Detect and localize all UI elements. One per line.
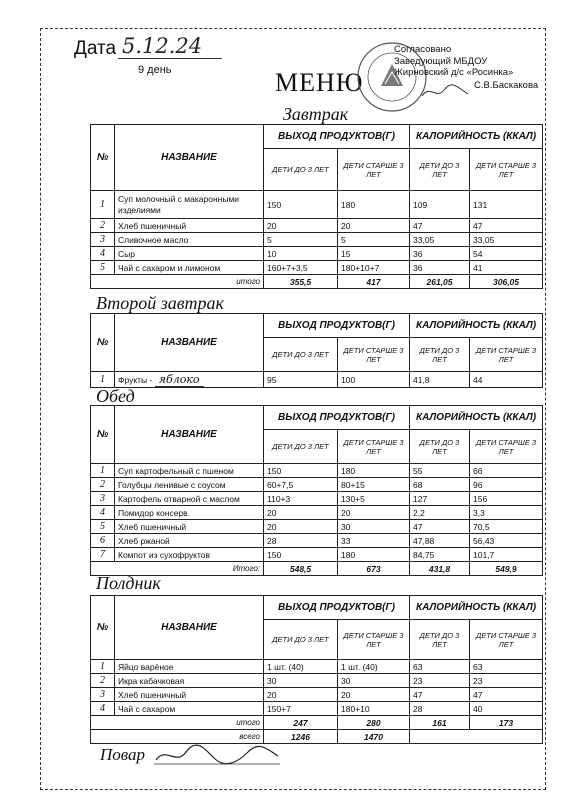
cal-under3: 109 [410,191,470,219]
date-label: Дата [74,38,117,59]
output-under3: 95 [264,372,338,388]
row-num: 1 [91,660,115,674]
row-num: 7 [91,548,115,562]
output-over3: 33 [338,534,410,548]
approval-signer: С.В.Баскакова [474,80,539,91]
cal-under3: 68 [410,478,470,492]
cal-under3: 23 [410,674,470,688]
cal-over3: 66 [470,464,543,478]
col-over3: ДЕТИ СТАРШЕ 3 ЛЕТ [470,430,543,464]
col-calories: КАЛОРИЙНОСТЬ (ККАЛ) [410,596,543,620]
output-under3: 1 шт. (40) [264,660,338,674]
table-row [91,506,543,520]
cal-under3: 47 [410,688,470,702]
total-cal-under3: 431,8 [410,562,470,576]
cal-under3: 63 [410,660,470,674]
output-over3: 5 [338,233,410,247]
total-output-over3: 673 [338,562,410,576]
output-over3: 20 [338,506,410,520]
col-name: НАЗВАНИЕ [115,125,264,191]
section-title-lunch: Обед [96,386,135,406]
col-under3: ДЕТИ ДО 3 ЛЕТ [410,430,470,464]
cal-over3: 33,05 [470,233,543,247]
output-over3: 180+10 [338,702,410,716]
table-row [91,702,543,716]
breakfast-table [90,124,543,289]
cal-under3: 36 [410,247,470,261]
col-under3: ДЕТИ ДО 3 ЛЕТ [410,338,470,372]
row-name: Суп молочный с макаронными изделиями [115,191,264,219]
col-over3: ДЕТИ СТАРШЕ 3 ЛЕТ [338,430,410,464]
total-label: Итого: [91,562,264,576]
cal-under3: 84,75 [410,548,470,562]
table-row [91,688,543,702]
cal-under3: 36 [410,261,470,275]
output-under3: 10 [264,247,338,261]
output-under3: 20 [264,506,338,520]
cal-over3: 41 [470,261,543,275]
output-over3: 1 шт. (40) [338,660,410,674]
col-over3: ДЕТИ СТАРШЕ 3 ЛЕТ [338,338,410,372]
table-row [91,492,543,506]
row-num: 4 [91,506,115,520]
approval-line: Согласовано [394,44,452,55]
row-name: Хлеб пшеничный [115,520,264,534]
col-name: НАЗВАНИЕ [115,406,264,464]
cal-over3: 156 [470,492,543,506]
row-num: 1 [91,464,115,478]
output-over3: 130+5 [338,492,410,506]
total-label: итого [91,275,264,289]
cal-under3: 47,88 [410,534,470,548]
col-num: № [91,406,115,464]
row-name: Суп картофельный с пшеном [115,464,264,478]
row-num: 5 [91,520,115,534]
total-cal-under3: 161 [410,716,470,730]
grand-total-output-over3: 1470 [338,730,410,744]
col-over3: ДЕТИ СТАРШЕ 3 ЛЕТ [338,620,410,660]
row-name: Чай с сахаром [115,702,264,716]
total-output-over3: 280 [338,716,410,730]
row-num: 3 [91,492,115,506]
output-under3: 110+3 [264,492,338,506]
total-row [91,716,543,730]
row-name: Картофель отварной с маслом [115,492,264,506]
cal-over3: 47 [470,219,543,233]
col-output: ВЫХОД ПРОДУКТОВ(Г) [264,125,410,149]
section-title-second-breakfast: Второй завтрак [96,293,224,313]
col-under3: ДЕТИ ДО 3 ЛЕТ [264,430,338,464]
table-row [91,478,543,492]
cook-signature-icon [152,742,282,768]
output-over3: 180 [338,548,410,562]
row-num: 5 [91,261,115,275]
col-under3: ДЕТИ ДО 3 ЛЕТ [410,620,470,660]
output-under3: 20 [264,688,338,702]
row-num: 2 [91,219,115,233]
col-name: НАЗВАНИЕ [115,314,264,372]
cal-over3: 96 [470,478,543,492]
cal-over3: 63 [470,660,543,674]
grand-total-output-under3: 1246 [264,730,338,744]
output-under3: 60+7,5 [264,478,338,492]
cal-over3: 131 [470,191,543,219]
total-cal-over3: 549,9 [470,562,543,576]
second-breakfast-table [90,313,543,388]
col-over3: ДЕТИ СТАРШЕ 3 ЛЕТ [338,149,410,191]
date-value: 5.12.24 [118,34,222,59]
output-under3: 150 [264,191,338,219]
col-calories: КАЛОРИЙНОСТЬ (ККАЛ) [410,314,543,338]
col-under3: ДЕТИ ДО 3 ЛЕТ [264,338,338,372]
row-num: 4 [91,702,115,716]
output-over3: 20 [338,688,410,702]
handwritten-fruit: яблоко [155,373,204,387]
output-over3: 180+10+7 [338,261,410,275]
cal-under3: 127 [410,492,470,506]
page-title: МЕНЮ [275,68,364,97]
row-num: 4 [91,247,115,261]
col-output: ВЫХОД ПРОДУКТОВ(Г) [264,314,410,338]
output-over3: 100 [338,372,410,388]
output-under3: 150 [264,464,338,478]
total-cal-over3: 306,05 [470,275,543,289]
table-row [91,548,543,562]
row-name: Яйцо варёное [115,660,264,674]
output-under3: 150+7 [264,702,338,716]
cal-under3: 28 [410,702,470,716]
row-name: Хлеб пшеничный [115,688,264,702]
output-over3: 15 [338,247,410,261]
output-under3: 30 [264,674,338,688]
output-under3: 20 [264,219,338,233]
col-num: № [91,314,115,372]
table-row [91,520,543,534]
cal-under3: 55 [410,464,470,478]
row-name: Хлеб пшеничный [115,219,264,233]
table-row [91,534,543,548]
output-over3: 30 [338,520,410,534]
total-output-under3: 247 [264,716,338,730]
section-title-breakfast: Завтрак [283,104,349,124]
output-over3: 180 [338,464,410,478]
output-over3: 20 [338,219,410,233]
section-title-snack: Полдник [96,573,161,593]
col-num: № [91,596,115,660]
cal-over3: 40 [470,702,543,716]
col-under3: ДЕТИ ДО 3 ЛЕТ [410,149,470,191]
table-row [91,233,543,247]
cal-over3: 54 [470,247,543,261]
total-label: итого [91,716,264,730]
fruit-label: Фрукты - [118,375,153,385]
output-under3: 28 [264,534,338,548]
row-num: 2 [91,478,115,492]
grand-total-label: всего [91,730,264,744]
table-row [91,464,543,478]
col-under3: ДЕТИ ДО 3 ЛЕТ [264,620,338,660]
table-row [91,660,543,674]
cal-under3: 2,2 [410,506,470,520]
row-name: Сливочное масло [115,233,264,247]
row-num: 1 [91,191,115,219]
snack-table [90,595,543,744]
row-num: 3 [91,233,115,247]
col-over3: ДЕТИ СТАРШЕ 3 ЛЕТ [470,149,543,191]
row-name: Сыр [115,247,264,261]
col-calories: КАЛОРИЙНОСТЬ (ККАЛ) [410,406,543,430]
table-row [91,219,543,233]
col-name: НАЗВАНИЕ [115,596,264,660]
day-number: 9 день [138,64,172,76]
table-row [91,191,543,219]
col-output: ВЫХОД ПРОДУКТОВ(Г) [264,406,410,430]
cal-under3: 47 [410,219,470,233]
output-over3: 30 [338,674,410,688]
cal-over3: 47 [470,688,543,702]
cal-over3: 3,3 [470,506,543,520]
cal-over3: 56,43 [470,534,543,548]
table-row [91,247,543,261]
cal-under3: 41,8 [410,372,470,388]
cook-label: Повар [100,745,146,764]
row-name: Икра кабачковая [115,674,264,688]
director-signature-icon [420,82,470,102]
total-cal-under3: 261,05 [410,275,470,289]
lunch-table [90,405,543,576]
row-num: 2 [91,674,115,688]
cal-over3: 101,7 [470,548,543,562]
total-output-over3: 417 [338,275,410,289]
approval-line: Заведующий МБДОУ [394,55,488,67]
row-num: 3 [91,688,115,702]
cal-over3: 44 [470,372,543,388]
approval-block [394,44,539,91]
output-under3: 150 [264,548,338,562]
output-over3: 80+15 [338,478,410,492]
grand-total-blank [410,730,543,744]
cal-under3: 33,05 [410,233,470,247]
table-row [91,372,543,388]
row-name: Компот из сухофруктов [115,548,264,562]
cal-under3: 47 [410,520,470,534]
output-over3: 180 [338,191,410,219]
table-row [91,674,543,688]
col-under3: ДЕТИ ДО 3 ЛЕТ [264,149,338,191]
row-num: 1 [91,372,115,388]
row-num: 6 [91,534,115,548]
total-output-under3: 355,5 [264,275,338,289]
row-name: Голубцы ленивые с соусом [115,478,264,492]
col-num: № [91,125,115,191]
output-under3: 20 [264,520,338,534]
row-name: Хлеб ржаной [115,534,264,548]
total-row [91,275,543,289]
output-under3: 5 [264,233,338,247]
row-name [115,372,264,388]
total-cal-over3: 173 [470,716,543,730]
cal-over3: 23 [470,674,543,688]
total-output-under3: 548,5 [264,562,338,576]
output-under3: 160+7+3,5 [264,261,338,275]
col-over3: ДЕТИ СТАРШЕ 3 ЛЕТ [470,620,543,660]
row-name: Чай с сахаром и лимоном [115,261,264,275]
table-row [91,261,543,275]
row-name: Помидор консерв. [115,506,264,520]
col-calories: КАЛОРИЙНОСТЬ (ККАЛ) [410,125,543,149]
col-over3: ДЕТИ СТАРШЕ 3 ЛЕТ [470,338,543,372]
col-output: ВЫХОД ПРОДУКТОВ(Г) [264,596,410,620]
approval-line: Жирновский д/с «Росинка» [394,67,514,78]
cal-over3: 70,5 [470,520,543,534]
